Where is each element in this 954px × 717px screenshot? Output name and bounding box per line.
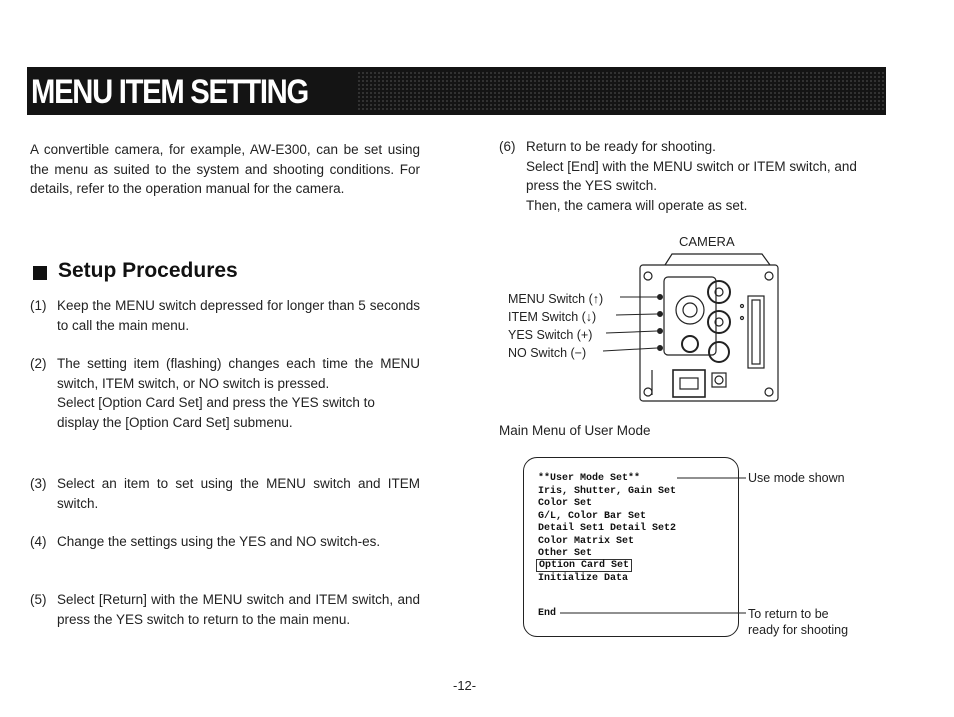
page-number: -12- [453,678,477,693]
camera-switch-buttons [658,295,663,351]
menu-item-iris-shutter-gain: Iris, Shutter, Gain Set [538,486,677,497]
callout-use-mode: Use mode shown [748,471,845,485]
step-text-continued: Select [End] with the MENU switch or ITEM switch, and press the YES switch. [526,158,857,193]
step-text-continued: Then, the camera will operate as set. [526,197,748,213]
page-title: MENU ITEM SETTING [31,73,308,111]
step-text: Change the settings using the YES and NO switch-es. [57,534,381,549]
menu-item-option-card-set: Option Card Set [536,559,632,572]
section-title: Setup Procedures [58,259,238,282]
menu-item-color-set: Color Set [538,498,593,509]
no-switch-label: NO Switch (−) [508,346,587,360]
yes-switch-label: YES Switch (+) [508,328,593,342]
switch-leader-lines [603,297,657,351]
step-text-continued: Select [Option Card Set] and press the YES switch to display the [Option Card Set] submenu. [57,395,375,430]
item-switch-label: ITEM Switch (↓) [508,310,597,324]
menu-caption: Main Menu of User Mode [499,423,651,438]
step-text: Select [Return] with the MENU switch and ITEM switch, and press the YES switch to return to the main menu. [57,592,420,627]
camera-label: CAMERA [679,234,735,249]
menu-item-other-set: Other Set [538,548,593,559]
menu-item-end: End [538,608,557,619]
menu-item-initialize-data: Initialize Data [538,573,629,584]
step-number: (6) [499,139,516,154]
step-number: (1) [30,298,47,313]
camera-rear-panel [640,254,778,401]
step-number: (4) [30,534,47,549]
callout-return-1: To return to be [748,607,829,621]
menu-switch-label: MENU Switch (↑) [508,292,604,306]
step-number: (3) [30,476,47,491]
callout-return-2: ready for shooting [748,623,849,637]
intro-paragraph: A convertible camera, for example, AW-E300, can be set using the menu as suited to the system and shooting conditions. For details, refer to the operation manual for the camera. [30,142,420,196]
step-text: Select an item to set using the MENU switch and ITEM switch. [57,476,420,511]
menu-item-color-matrix: Color Matrix Set [538,536,635,547]
step-text: The setting item (flashing) changes each time the MENU switch, ITEM switch, or NO switch is pressed. [57,356,420,391]
step-text: Return to be ready for shooting. [526,139,716,154]
menu-item-gl-color-bar: G/L, Color Bar Set [538,511,647,522]
step-number: (5) [30,592,47,607]
step-number: (2) [30,356,47,371]
menu-item-user-mode-set: **User Mode Set** [538,473,641,484]
step-text: Keep the MENU switch depressed for longer than 5 seconds to call the main menu. [57,298,420,333]
menu-item-detail-set: Detail Set1 Detail Set2 [538,523,677,534]
